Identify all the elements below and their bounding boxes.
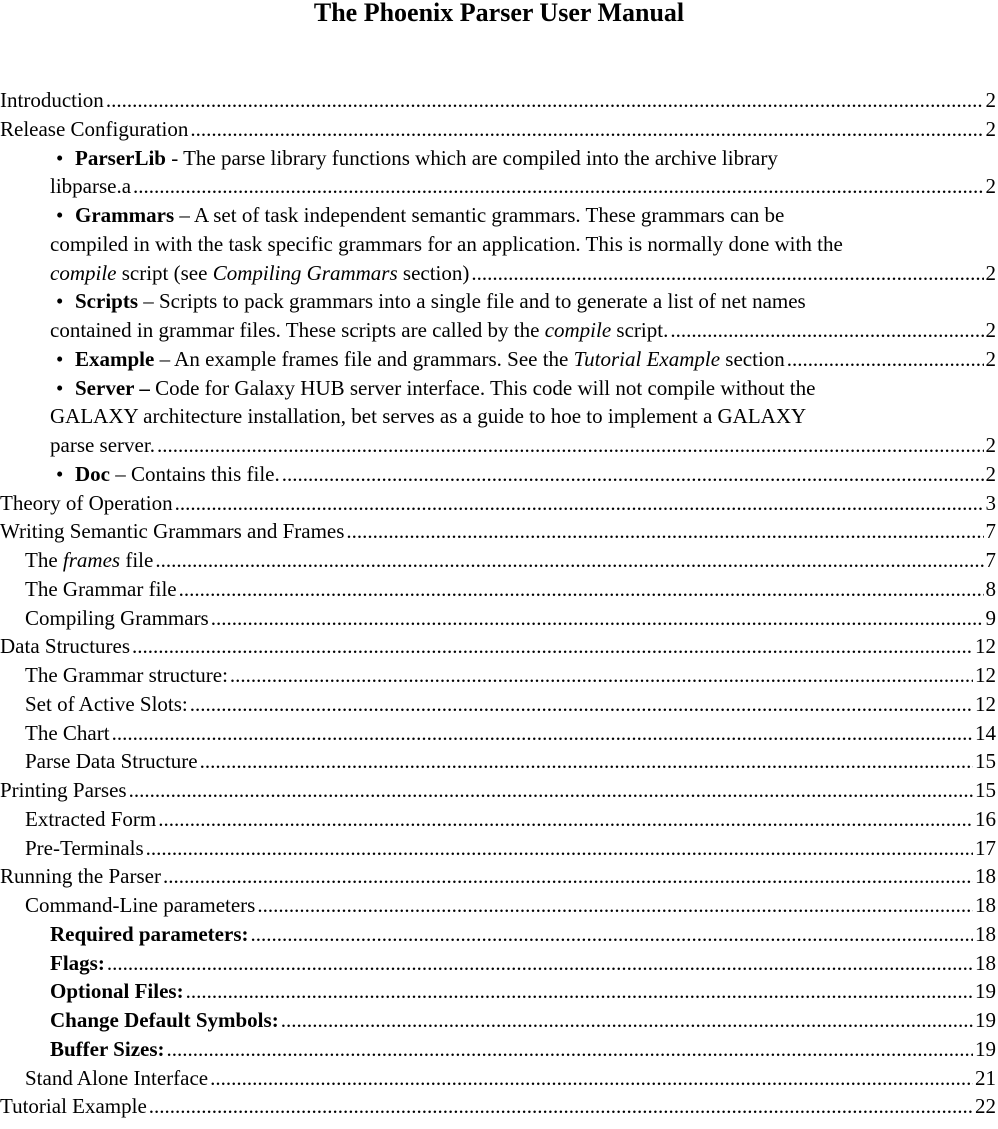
toc-entry-printing-parses[interactable] [0, 776, 998, 805]
toc-leader [200, 747, 973, 776]
toc-leader [471, 259, 983, 288]
toc-leader [186, 977, 973, 1006]
toc-text-fragment: file [120, 548, 154, 572]
toc-leader [190, 115, 983, 144]
toc-entry-command-line-parameters[interactable] [25, 891, 998, 920]
toc-label: Running the Parser [0, 864, 161, 889]
toc-entry-data-structures[interactable] [0, 632, 998, 661]
toc-leader [157, 431, 984, 460]
table-of-contents [0, 86, 998, 1121]
toc-page: 19 [975, 1036, 996, 1061]
toc-label: Introduction [0, 88, 104, 112]
toc-entry-doc[interactable] [50, 460, 998, 489]
toc-page: 2 [985, 433, 996, 457]
toc-entry-tutorial-example[interactable] [0, 1092, 998, 1121]
toc-label: Flags: [50, 950, 105, 975]
toc-entry-optional-files[interactable] [50, 977, 998, 1006]
toc-page: 15 [975, 778, 996, 802]
toc-leader [129, 776, 973, 805]
toc-label: The Grammar file [25, 576, 177, 601]
toc-entry-compiling-grammars[interactable] [25, 604, 998, 633]
toc-entry-running-the-parser[interactable] [0, 862, 998, 891]
toc-leader [146, 834, 973, 863]
toc-label: Required parameters: [50, 921, 249, 946]
toc-label: Command-Line parameters [25, 893, 256, 917]
toc-page: 18 [975, 921, 996, 946]
toc-page: 19 [975, 979, 996, 1004]
toc-bullet-name: Grammars [75, 203, 175, 227]
toc-page: 2 [985, 116, 996, 141]
toc-bullet-text: compiled in with the task specific grammars for an application. This is normally done with the [50, 231, 843, 256]
toc-leader [155, 546, 983, 575]
toc-entry-active-slots[interactable] [25, 690, 998, 719]
toc-bullet-text [50, 345, 785, 374]
toc-italic-text: Tutorial Example [573, 346, 721, 371]
toc-bullet-name: ParserLib [75, 145, 166, 170]
toc-page: 21 [975, 1065, 996, 1090]
toc-text-fragment: – An example frames file and grammars. See the [154, 346, 574, 371]
toc-entry-required-parameters[interactable] [50, 920, 998, 949]
toc-label: Stand Alone Interface [25, 1065, 209, 1090]
toc-entry-parse-data-structure[interactable] [25, 747, 998, 776]
toc-page: 12 [975, 691, 996, 716]
toc-label: The Chart [25, 720, 110, 745]
toc-leader [257, 891, 973, 920]
toc-entry-theory-of-operation[interactable] [0, 489, 998, 518]
toc-bullet-text [50, 460, 280, 489]
bullet-icon: • [56, 346, 64, 371]
toc-page: 15 [975, 749, 996, 774]
toc-entry-parserlib[interactable] [50, 144, 998, 202]
toc-page: 3 [985, 490, 996, 515]
toc-leader [190, 690, 973, 719]
toc-leader [167, 1035, 973, 1064]
toc-label: Printing Parses [0, 778, 127, 802]
toc-page: 2 [985, 260, 996, 285]
document-title: The Phoenix Parser User Manual [313, 0, 685, 27]
toc-page: 12 [975, 663, 996, 687]
toc-leader [133, 172, 983, 201]
toc-leader [346, 517, 983, 546]
toc-label: Buffer Sizes: [50, 1036, 165, 1061]
toc-leader [112, 719, 973, 748]
toc-page: 8 [985, 576, 996, 601]
toc-entry-introduction[interactable] [0, 86, 998, 115]
toc-italic-text: compile [544, 318, 612, 342]
toc-page: 22 [975, 1094, 996, 1119]
toc-entry-example[interactable] [50, 345, 998, 374]
toc-label: Set of Active Slots: [25, 691, 188, 716]
toc-leader [163, 862, 973, 891]
toc-text-fragment: script (see [116, 260, 213, 285]
toc-entry-server[interactable] [50, 374, 998, 460]
toc-label: Writing Semantic Grammars and Frames [0, 519, 345, 544]
toc-bullet-text: Code for Galaxy HUB server interface. This code will not compile without the [149, 375, 816, 400]
toc-leader [175, 489, 984, 518]
toc-italic-text: Compiling Grammars [212, 260, 398, 285]
toc-page: 2 [985, 318, 996, 342]
toc-entry-grammar-file[interactable] [25, 575, 998, 604]
toc-entry-extracted-form[interactable] [25, 805, 998, 834]
toc-leader [787, 345, 984, 374]
toc-text-fragment: The [25, 548, 63, 572]
toc-bullet-name: Server – [75, 375, 150, 400]
toc-text-fragment: script. [611, 318, 669, 342]
toc-leader [132, 632, 973, 661]
toc-label: The Grammar structure: [25, 663, 228, 687]
toc-page: 14 [975, 720, 996, 745]
toc-bullet-text [50, 259, 469, 288]
toc-entry-grammars[interactable] [50, 201, 998, 287]
toc-italic-text: frames [62, 548, 121, 572]
toc-bullet-text: libparse.a [50, 174, 132, 199]
toc-leader [149, 1092, 973, 1121]
toc-entry-scripts[interactable] [50, 287, 998, 345]
toc-page: 18 [975, 950, 996, 975]
toc-bullet-text: GALAXY architecture installation, bet serves as a guide to hoe to implement a GALAXY [50, 404, 807, 429]
toc-leader [107, 949, 973, 978]
toc-page: 7 [985, 548, 996, 572]
toc-leader [251, 920, 974, 949]
toc-leader [210, 1064, 973, 1093]
toc-entry-grammar-structure[interactable] [25, 661, 998, 690]
toc-page: 2 [985, 88, 996, 112]
toc-leader [281, 1006, 973, 1035]
toc-label: Extracted Form [25, 806, 157, 831]
toc-leader [106, 86, 984, 115]
toc-text-fragment: contained in grammar files. These scripts are called by the [50, 318, 545, 342]
toc-page: 12 [975, 634, 996, 659]
toc-page: 7 [985, 519, 996, 544]
toc-text-fragment: section) [397, 260, 470, 285]
toc-label: Change Default Symbols: [50, 1008, 279, 1032]
toc-page: 17 [975, 835, 996, 860]
toc-leader [179, 575, 984, 604]
toc-entry-flags[interactable] [50, 949, 998, 978]
toc-italic-text: compile [50, 260, 117, 285]
toc-text-fragment: section [720, 346, 785, 371]
toc-leader [158, 805, 973, 834]
toc-page: 18 [975, 864, 996, 889]
toc-label: Optional Files: [50, 979, 184, 1004]
toc-entry-frames-file[interactable] [25, 546, 998, 575]
toc-leader [230, 661, 973, 690]
toc-entry-writing-semantic-grammars[interactable] [0, 517, 998, 546]
toc-entry-buffer-sizes[interactable] [50, 1035, 998, 1064]
toc-page: 2 [985, 346, 996, 371]
toc-bullet-name: Example [75, 346, 155, 371]
bullet-icon: • [56, 289, 64, 314]
toc-label: Release Configuration [0, 116, 189, 141]
bullet-icon: • [56, 375, 64, 400]
toc-page: 2 [985, 174, 996, 199]
toc-bullet-text: - The parse library functions which are compiled into the archive library [165, 145, 778, 170]
toc-label: Theory of Operation [0, 490, 173, 515]
toc-entry-pre-terminals[interactable] [25, 834, 998, 863]
toc-leader [670, 316, 983, 345]
bullet-icon: • [56, 461, 64, 486]
toc-bullet-name: Doc [75, 461, 110, 486]
toc-bullet-text: – Scripts to pack grammars into a single file and to generate a list of net names [138, 289, 806, 314]
toc-page: 2 [985, 461, 996, 486]
toc-label: Pre-Terminals [25, 835, 144, 860]
toc-label: Compiling Grammars [25, 605, 209, 630]
toc-entry-release-configuration[interactable] [0, 115, 998, 144]
toc-entry-change-default-symbols[interactable] [50, 1006, 998, 1035]
bullet-icon: • [56, 203, 64, 227]
toc-label: Data Structures [0, 634, 131, 659]
toc-text-fragment: – Contains this file. [110, 461, 280, 486]
toc-entry-stand-alone-interface[interactable] [25, 1064, 998, 1093]
toc-bullet-text: – A set of task independent semantic grammars. These grammars can be [174, 203, 785, 227]
toc-bullet-name: Scripts [75, 289, 138, 314]
toc-bullet-text [50, 316, 668, 345]
toc-page: 9 [985, 605, 996, 630]
toc-label: Tutorial Example [0, 1094, 147, 1119]
toc-page: 19 [975, 1008, 996, 1032]
toc-page: 16 [975, 806, 996, 831]
toc-leader [211, 604, 984, 633]
toc-leader [282, 460, 984, 489]
toc-label: Parse Data Structure [25, 749, 198, 774]
toc-page: 18 [975, 893, 996, 917]
bullet-icon: • [56, 145, 64, 170]
toc-bullet-text: parse server. [50, 433, 155, 457]
toc-entry-chart[interactable] [25, 719, 998, 748]
toc-label [25, 546, 153, 575]
